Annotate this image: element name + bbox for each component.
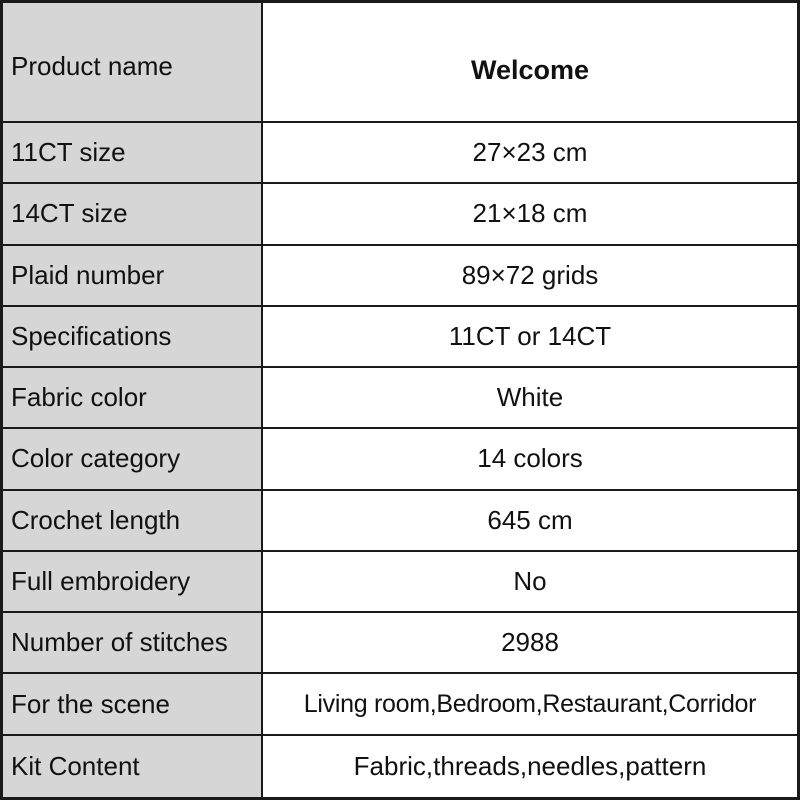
spec-value: Fabric,threads,needles,pattern: [263, 736, 797, 797]
spec-label: Full embroidery: [3, 552, 263, 613]
spec-label: Product name: [3, 3, 263, 123]
spec-label: Kit Content: [3, 736, 263, 797]
spec-value: 645 cm: [263, 491, 797, 552]
spec-label: Specifications: [3, 307, 263, 368]
spec-value: 89×72 grids: [263, 246, 797, 307]
spec-label: Crochet length: [3, 491, 263, 552]
spec-label: Fabric color: [3, 368, 263, 429]
spec-value: Living room,Bedroom,Restaurant,Corridor: [263, 674, 797, 735]
spec-value: 11CT or 14CT: [263, 307, 797, 368]
spec-label: Plaid number: [3, 246, 263, 307]
spec-value: White: [263, 368, 797, 429]
spec-value: 2988: [263, 613, 797, 674]
spec-label: Number of stitches: [3, 613, 263, 674]
spec-label: For the scene: [3, 674, 263, 735]
spec-value: Welcome: [263, 3, 797, 123]
spec-label: Color category: [3, 429, 263, 490]
spec-value: 14 colors: [263, 429, 797, 490]
spec-label: 11CT size: [3, 123, 263, 184]
spec-label: 14CT size: [3, 184, 263, 245]
spec-value: 21×18 cm: [263, 184, 797, 245]
spec-value: 27×23 cm: [263, 123, 797, 184]
spec-value: No: [263, 552, 797, 613]
